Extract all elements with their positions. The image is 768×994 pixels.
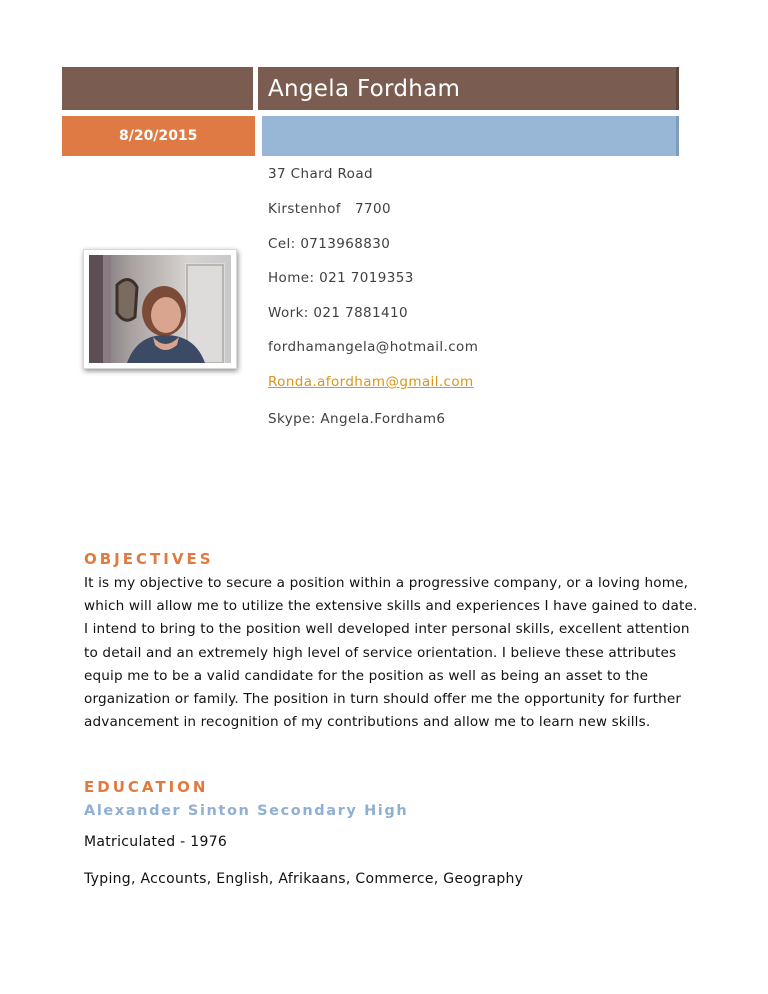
email-gmail-link[interactable]: Ronda.afordham@gmail.com	[268, 374, 474, 390]
profile-photo	[83, 249, 237, 369]
resume-name: Angela Fordham	[268, 76, 461, 102]
objectives-text: It is my objective to secure a position within a progressive company, or a loving home, which will allow me to utilize the extensive skills and experiences I have gained to date. I intend to bring to the position well developed inter personal skills, excellent attention to detail and an extremely high level of service orientation. I believe these attributes equip me to be a valid candidate for the position as well as being an asset to the organization or family. The position in turn should offer me the opportunity for further advancement in recognition of my contributions and allow me to learn new skills.	[84, 575, 698, 731]
education-heading: EDUCATION	[84, 778, 209, 796]
header-bar-edge	[676, 67, 679, 110]
accent-bar-blue	[262, 116, 676, 156]
resume-date: 8/20/2015	[119, 128, 198, 144]
school-name: Alexander Sinton Secondary High	[84, 803, 409, 819]
address-line-2: Kirstenhof 7700	[268, 201, 391, 217]
skype-id: Skype: Angela.Fordham6	[268, 411, 446, 427]
subjects: Typing, Accounts, English, Afrikaans, Commerce, Geography	[84, 871, 524, 887]
accent-bar-blue-edge	[676, 116, 679, 156]
email-hotmail: fordhamangela@hotmail.com	[268, 339, 479, 355]
qualification: Matriculated - 1976	[84, 834, 228, 850]
home-phone: Home: 021 7019353	[268, 270, 414, 286]
address-line-1: 37 Chard Road	[268, 166, 373, 182]
objectives-heading: OBJECTIVES	[84, 550, 214, 568]
header-bar-left	[62, 67, 253, 110]
profile-photo-image	[89, 255, 231, 363]
cel-phone: Cel: 0713968830	[268, 236, 391, 252]
work-phone: Work: 021 7881410	[268, 305, 409, 321]
